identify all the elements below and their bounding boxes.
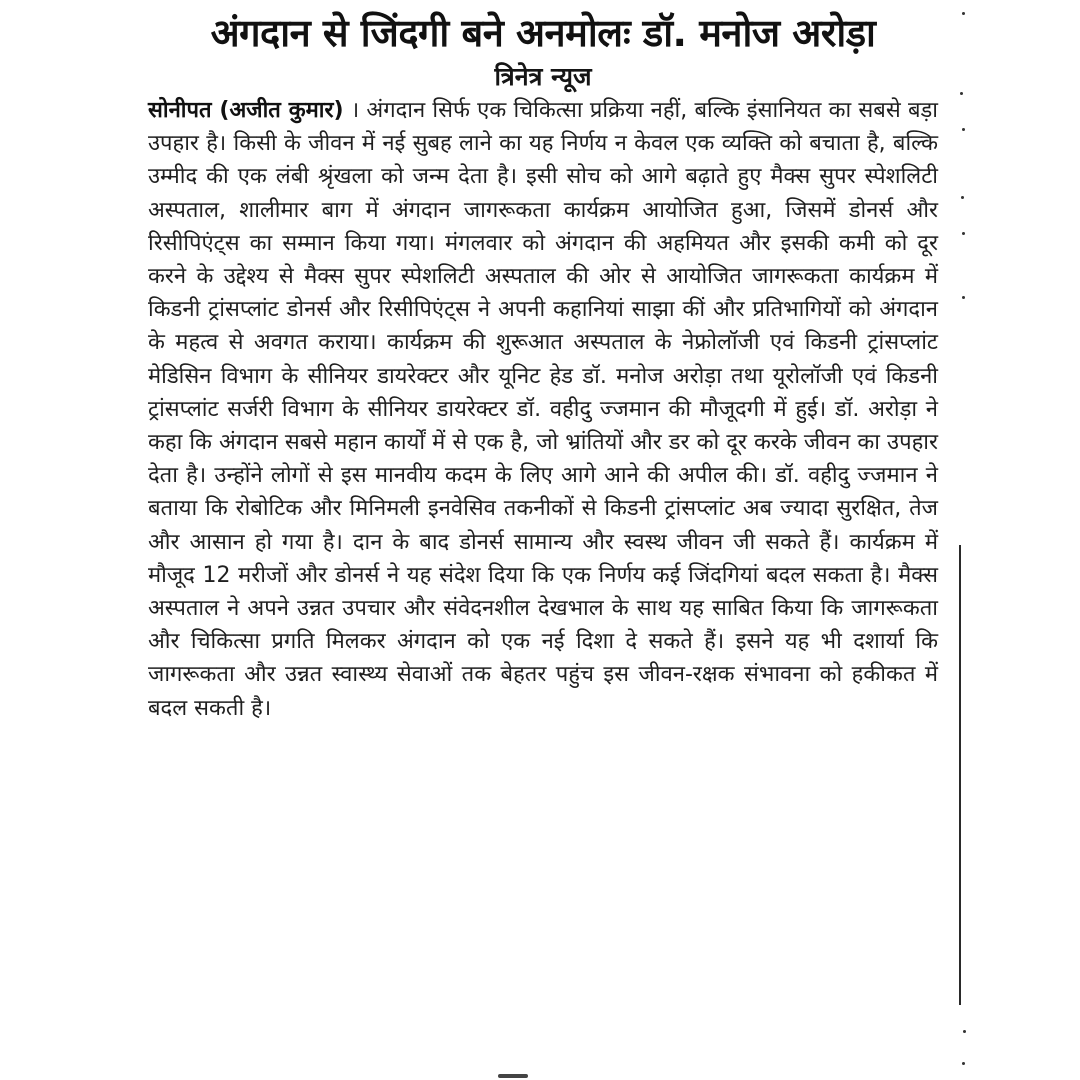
headline: अंगदान से जिंदगी बने अनमोलः डॉ. मनोज अरोड़ा: [210, 11, 876, 55]
article-body: [148, 94, 938, 725]
column-rule: [959, 545, 961, 1005]
page-edge-mark: [498, 1074, 528, 1078]
margin-dot: [963, 1030, 966, 1033]
margin-dot: [962, 232, 965, 235]
margin-dot: [962, 296, 965, 299]
margin-dot: [962, 1062, 965, 1065]
byline: त्रिनेत्र न्यूज: [494, 62, 592, 91]
dateline: सोनीपत (अजीत कुमार): [148, 98, 344, 123]
margin-dot: [962, 12, 965, 15]
margin-dot: [962, 128, 965, 131]
margin-dot: [960, 92, 963, 95]
news-clipping: [148, 8, 938, 725]
margin-dot: [961, 196, 964, 199]
article-body-text: । अंगदान सिर्फ एक चिकित्सा प्रक्रिया नहीं, बल्कि इंसानियत का सबसे बड़ा उपहार है। किसी के जीवन में नई सुबह लाने का यह निर्णय न केवल एक व्यक्ति को बचाता है, बल्कि उम्मीद की एक लंबी श्रृंखला को जन्म देता है। इसी सोच को आगे बढ़ाते हुए मैक्स सुपर स्पेशलिटी अस्पताल, शालीमार बाग में अंगदान जागरूकता कार्यक्रम आयोजित हुआ, जिसमें डोनर्स और रिसीपिएंट्स का सम्मान किया गया। मंगलवार को अंगदान की अहमियत और इसकी कमी को दूर करने के उद्देश्य से मैक्स सुपर स्पेशलिटी अस्पताल की ओर से आयोजित जागरूकता कार्यक्रम में किडनी ट्रांसप्लांट डोनर्स और रिसीपिएंट्स ने अपनी कहानियां साझा कीं और प्रतिभागियों को अंगदान के महत्व से अवगत कराया। कार्यक्रम की शुरूआत अस्पताल के नेफ्रोलॉजी एवं किडनी ट्रांसप्लांट मेडिसिन विभाग के सीनियर डायरेक्टर और यूनिट हेड डॉ. मनोज अरोड़ा तथा यूरोलॉजी एवं किडनी ट्रांसप्लांट सर्जरी विभाग के सीनियर डायरेक्टर डॉ. वहीदु ज्जमान की मौजूदगी में हुई। डॉ. अरोड़ा ने कहा कि अंगदान सबसे महान कार्यों में से एक है, जो भ्रांतियों और डर को दूर करके जीवन का उपहार देता है। उन्होंने लोगों से इस मानवीय कदम के लिए आगे आने की अपील की। डॉ. वहीदु ज्जमान ने बताया कि रोबोटिक और मिनिमली इनवेसिव तकनीकों से किडनी ट्रांसप्लांट अब ज्यादा सुरक्षित, तेज और आसान हो गया है। दान के बाद डोनर्स सामान्य और स्वस्थ जीवन जी सकते हैं। कार्यक्रम में मौजूद 12 मरीजों और डोनर्स ने यह संदेश दिया कि एक निर्णय कई जिंदगियां बदल सकता है। मैक्स अस्पताल ने अपने उन्नत उपचार और संवेदनशील देखभाल के साथ यह साबित किया कि जागरूकता और चिकित्सा प्रगति मिलकर अंगदान को एक नई दिशा दे सकते हैं। इसने यह भी दशार्या कि जागरूकता और उन्नत स्वास्थ्य सेवाओं तक बेहतर पहुंच इस जीवन-रक्षक संभावना को हकीकत में बदल सकती है।: [148, 98, 939, 721]
